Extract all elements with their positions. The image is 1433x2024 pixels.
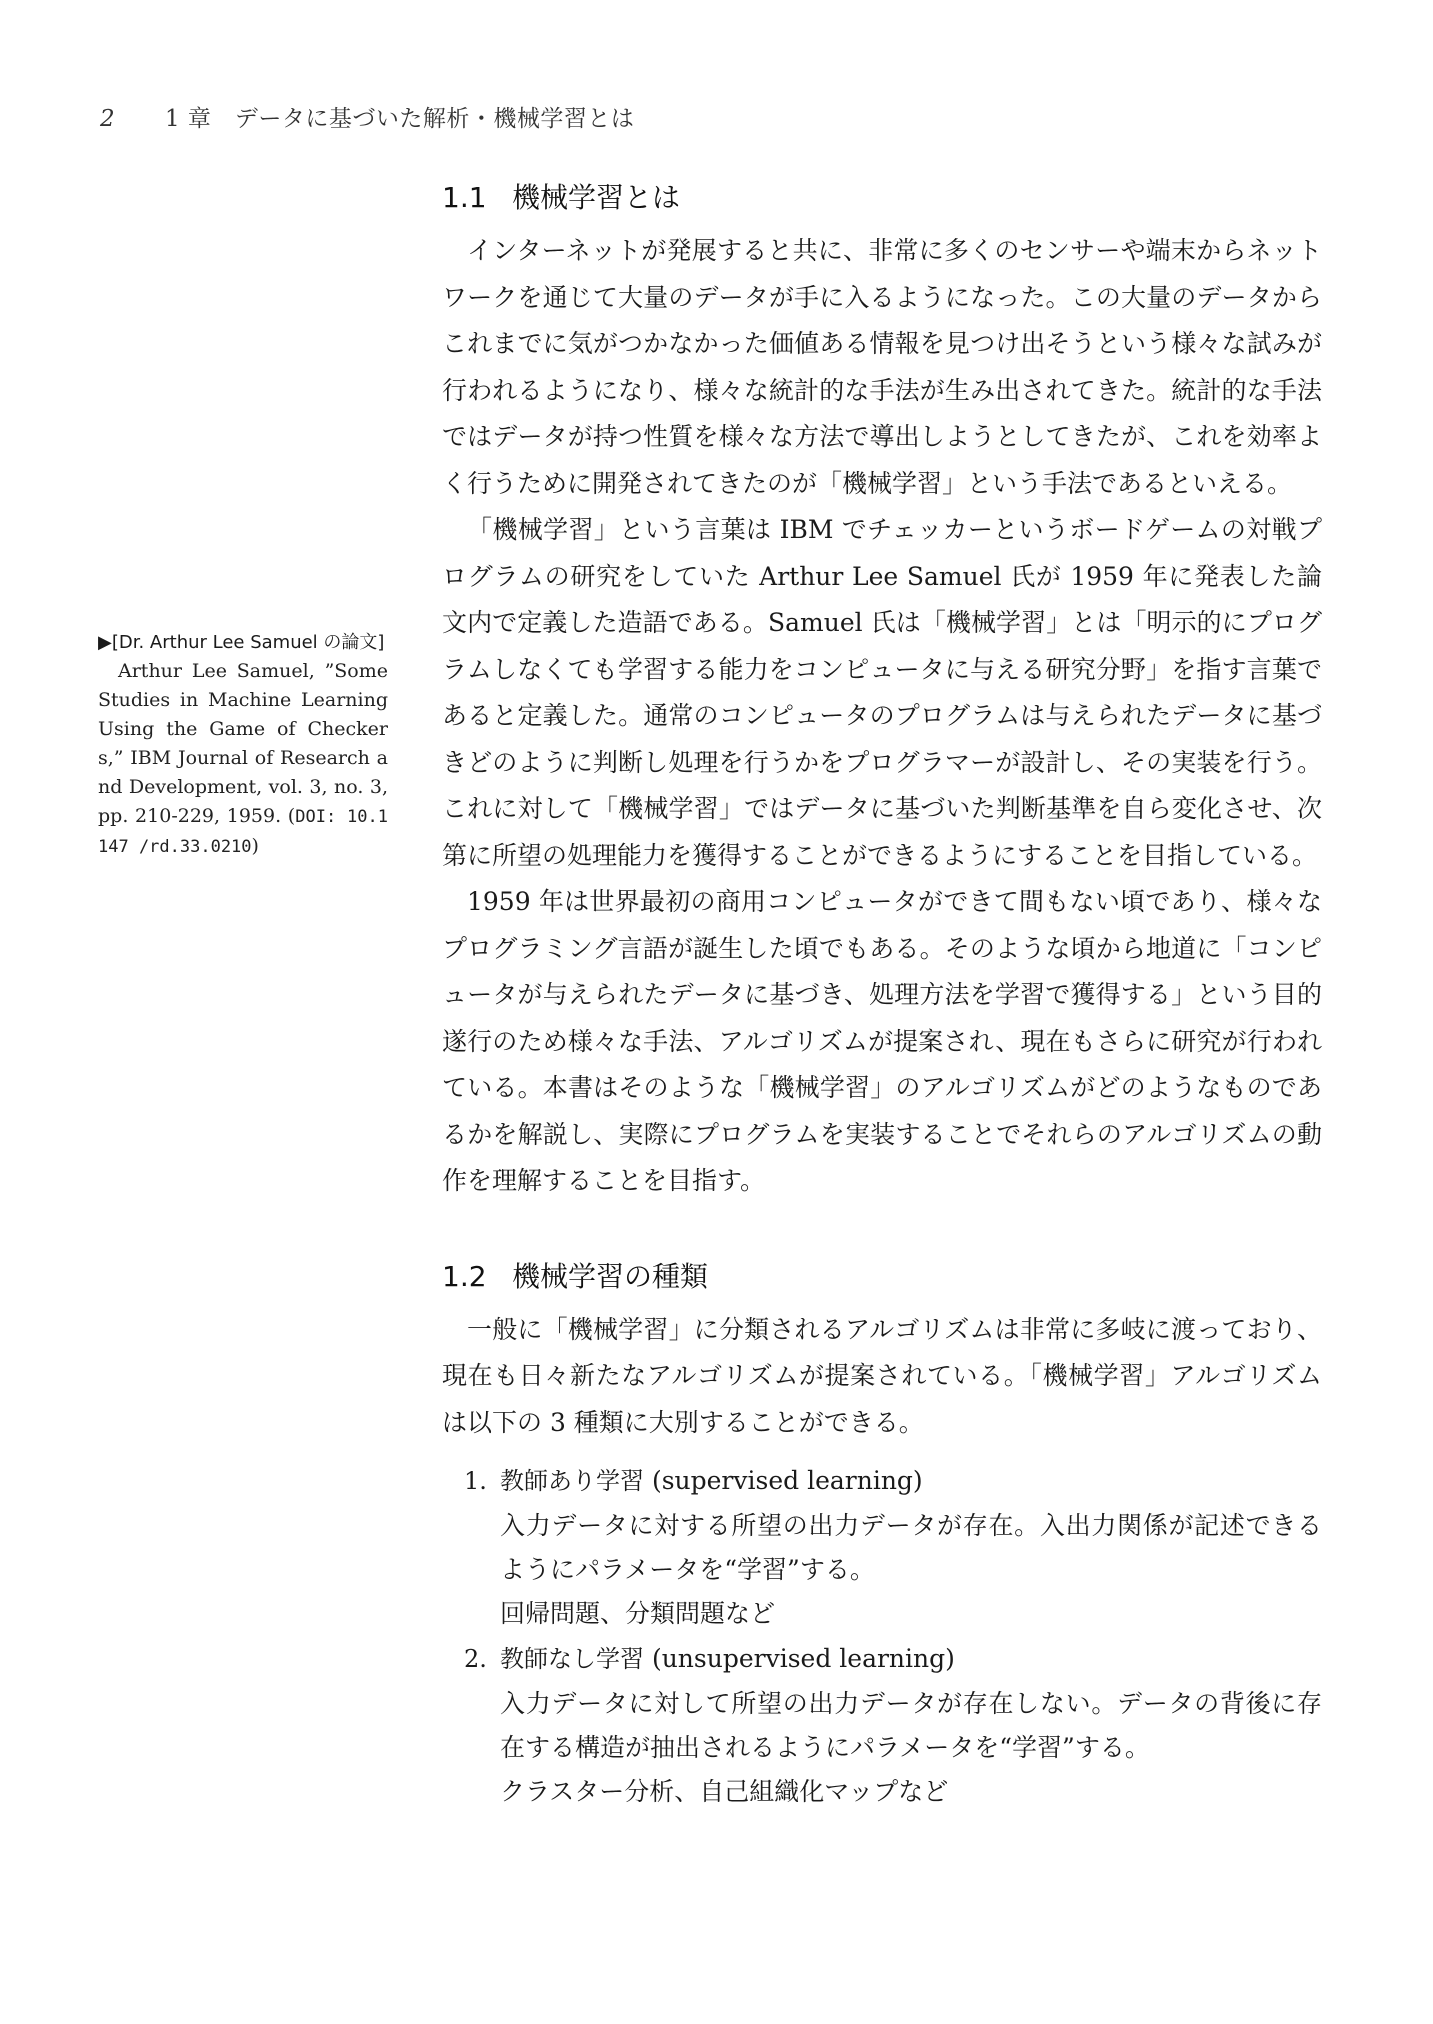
list-item-number: 1. [464, 1467, 487, 1495]
list-item-term [500, 1458, 1322, 1504]
list-item-number: 2. [464, 1645, 487, 1673]
list-item [442, 1636, 1322, 1814]
section-title: 機械学習の種類 [512, 1259, 709, 1293]
list-item-examples: クラスター分析、自己組織化マップなど [500, 1777, 949, 1806]
margin-note-heading [98, 632, 384, 653]
margin-note [98, 628, 388, 862]
list-item-description: 入力データに対して所望の出力データが存在しない。データの背後に存在する構造が抽出されるようにパラメータを“学習”する。 [500, 1689, 1322, 1762]
term-english: (supervised learning) [651, 1466, 923, 1495]
section-number: 1.2 [442, 1259, 487, 1293]
list-item [442, 1458, 1322, 1636]
citation-close: ) [251, 835, 259, 857]
citation-doi: DOI: 10.1147 /rd.33.0210 [98, 807, 388, 857]
margin-note-title: [Dr. Arthur Lee Samuel の論文] [111, 632, 385, 653]
term-japanese: 教師なし学習 [500, 1645, 644, 1673]
learning-types-list [442, 1458, 1322, 1814]
list-item-examples: 回帰問題、分類問題など [500, 1599, 776, 1628]
paragraph: 「機械学習」という言葉は IBM でチェッカーというボードゲームの対戦プログラムの研究をしていた Arthur Lee Samuel 氏が 1959 年に発表した論文内で定義した造語である。Samuel 氏は「機械学習」とは「明示的にプログラムしなくても学習する能力をコンピュータに与える研究分野」を指す言葉であると定義した。通常のコンピュータのプログラムは与えられたデータに基づきどのように判断し処理を行うかをプログラマーが設計し、その実装を行う。これに対して「機械学習」ではデータに基づいた判断基準を自ら変化させ、次第に所望の処理能力を獲得することができるようにすることを目指している。 [442, 515, 1322, 870]
main-column [442, 168, 1322, 1814]
section-heading-1-1 [442, 168, 1322, 228]
list-item-term [500, 1636, 1322, 1682]
term-japanese: 教師あり学習 [500, 1467, 644, 1495]
section-title: 機械学習とは [512, 181, 681, 214]
paragraph: 一般に「機械学習」に分類されるアルゴリズムは非常に多岐に渡っており、現在も日々新たなアルゴリズムが提案されている。「機械学習」アルゴリズムは以下の 3 種類に大別することができる。 [442, 1314, 1322, 1437]
margin-note-citation [98, 657, 388, 862]
section-heading-1-2 [442, 1247, 1322, 1307]
section-number: 1.1 [442, 181, 487, 214]
paragraph: インターネットが発展すると共に、非常に多くのセンサーや端末からネットワークを通じて大量のデータが手に入るようになった。この大量のデータからこれまでに気がつかなかった価値ある情報を見つけ出そうという様々な試みが行われるようになり、様々な統計的な手法が生み出されてきた。統計的な手法ではデータが持つ性質を様々な方法で導出しようとしてきたが、これを効率よく行うために開発されてきたのが「機械学習」という手法であるといえる。 [442, 236, 1322, 498]
running-head [100, 100, 634, 133]
term-english: (unsupervised learning) [651, 1644, 955, 1673]
list-item-description: 入力データに対する所望の出力データが存在。入出力関係が記述できるようにパラメータを“学習”する。 [500, 1511, 1322, 1584]
chapter-title: 1 章 データに基づいた解析・機械学習とは [164, 106, 635, 132]
triangle-marker-icon: ▶ [98, 632, 112, 653]
paragraph: 1959 年は世界最初の商用コンピュータができて間もない頃であり、様々なプログラミング言語が誕生した頃でもある。そのような頃から地道に「コンピュータが与えられたデータに基づき、処理方法を学習で獲得する」という目的遂行のため様々な手法、アルゴリズムが提案され、現在もさらに研究が行われている。本書はそのような「機械学習」のアルゴリズムがどのようなものであるかを解説し、実際にプログラムを実装することでそれらのアルゴリズムの動作を理解することを目指す。 [442, 887, 1322, 1195]
citation-text: Arthur Lee Samuel, ”Some Studies in Machine Learning Using the Game of Checkers,” IBM Journal of Research and Development, vol. 3, no. 3, pp. 210-229, 1959. ( [98, 660, 388, 827]
page-number: 2 [100, 106, 116, 132]
